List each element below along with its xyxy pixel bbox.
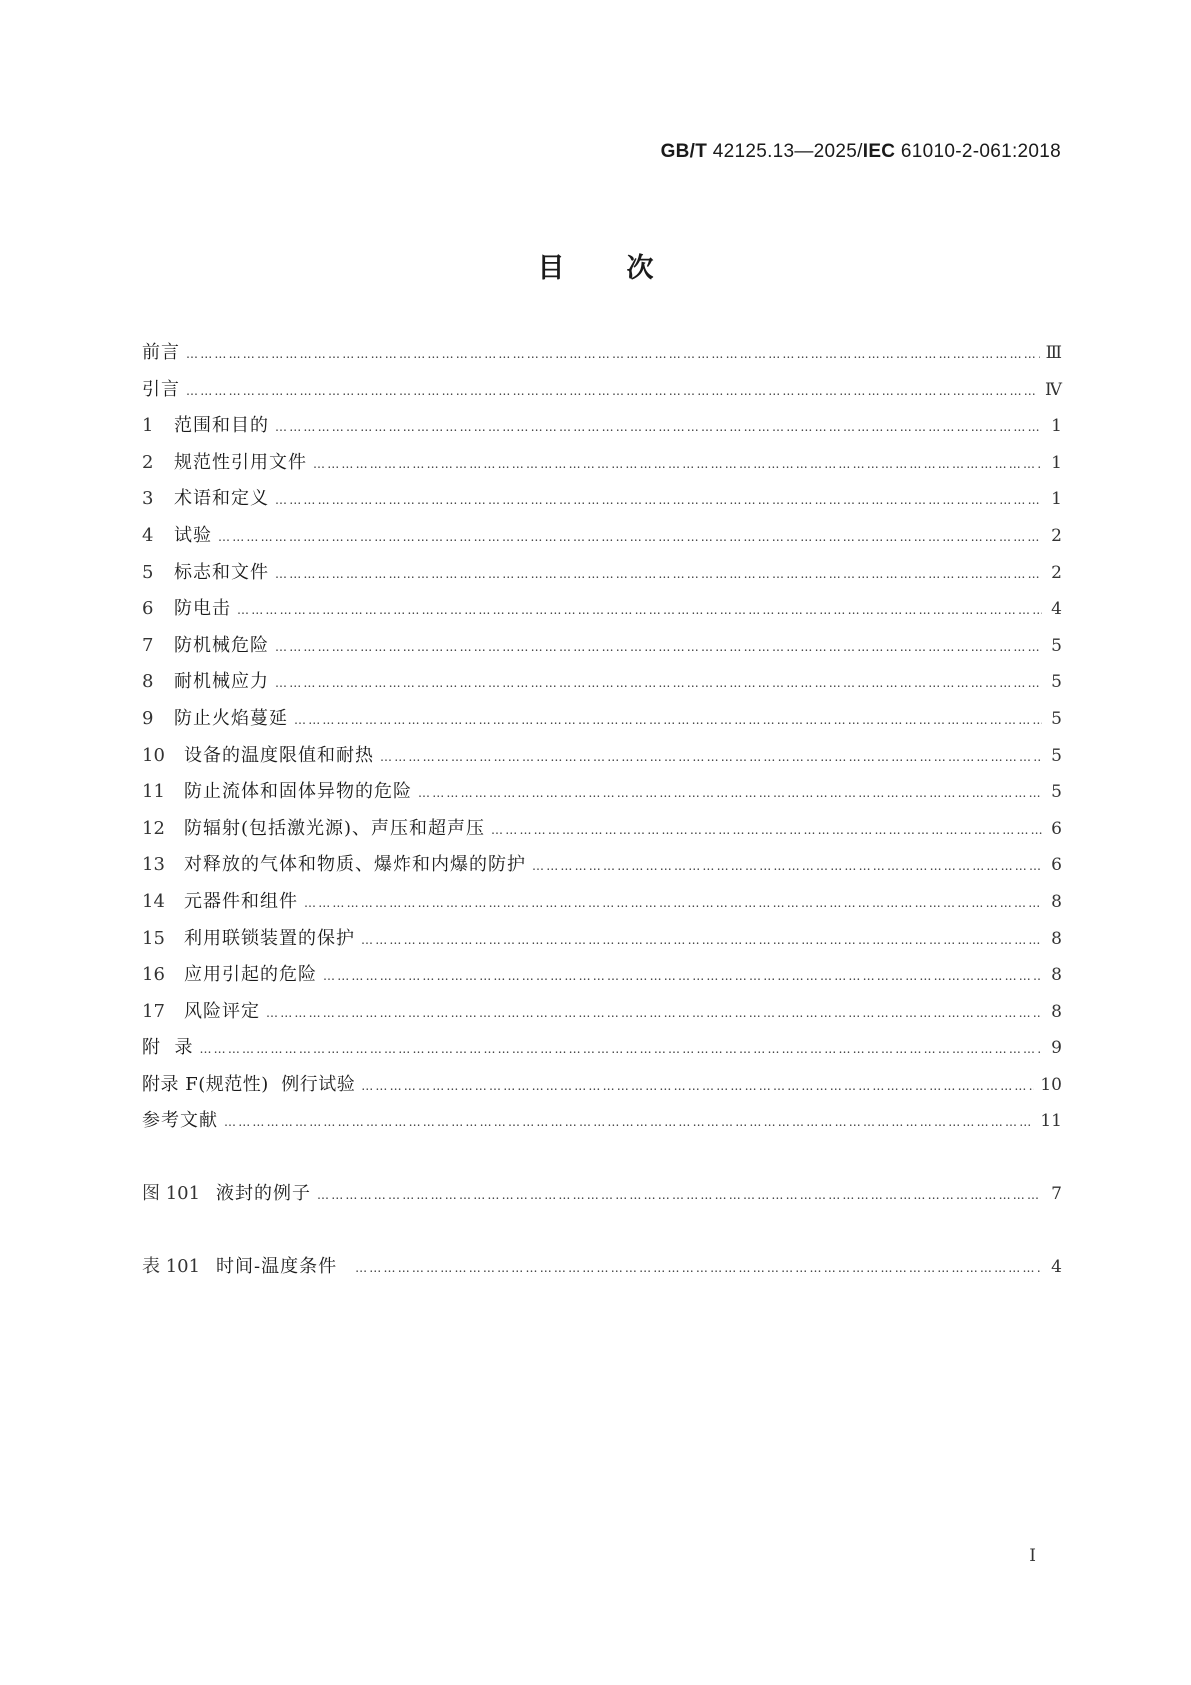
toc-entry-7[interactable]: [142, 631, 1062, 668]
dot-leader: [218, 530, 1042, 544]
toc-entry-title: 参考文献: [142, 1110, 218, 1132]
toc-entry-number: 14: [142, 890, 165, 912]
toc-entry-number: 13: [142, 854, 165, 876]
dot-leader: [275, 493, 1042, 507]
toc-entry-1[interactable]: [142, 411, 1062, 448]
toc-entry-title: 引言: [142, 378, 180, 400]
toc-entry-number: 2: [142, 451, 154, 473]
dot-leader: [491, 823, 1042, 837]
dot-leader: [418, 786, 1042, 800]
toc-entry-page: 8: [1051, 1001, 1062, 1022]
dot-leader: [317, 1188, 1042, 1202]
toc-entry-title: 防机械危险: [174, 634, 269, 656]
dot-leader: [380, 750, 1042, 764]
dot-leader: [304, 896, 1042, 910]
toc-entry-page: 11: [1040, 1111, 1062, 1132]
toc-entry-title: 对释放的气体和物质、爆炸和内爆的防护: [184, 854, 526, 876]
toc-entry-page: 2: [1051, 525, 1062, 546]
toc-entry-page: 2: [1051, 562, 1062, 583]
toc-entry-page: 1: [1051, 489, 1062, 510]
toc-entry-foreword[interactable]: [142, 338, 1062, 375]
dot-leader: [294, 713, 1042, 727]
toc-entry-title: 防止火焰蔓延: [174, 707, 288, 729]
dot-leader: [224, 1115, 1034, 1129]
list-of-figures-entry[interactable]: [142, 1179, 1062, 1216]
dot-leader: [532, 859, 1042, 873]
toc-entry-16[interactable]: [142, 960, 1062, 997]
toc-entry-number: 11: [142, 781, 165, 803]
toc-entry-8[interactable]: [142, 667, 1062, 704]
toc-entry-title: 试验: [174, 524, 212, 546]
toc-entry-10[interactable]: [142, 741, 1062, 778]
toc-entry-3[interactable]: [142, 484, 1062, 521]
toc-entry-annex-f[interactable]: [142, 1070, 1062, 1107]
table-number: 表 101: [142, 1255, 201, 1277]
toc-entry-number: 10: [142, 744, 165, 766]
toc-entry-17[interactable]: [142, 997, 1062, 1034]
toc-entry-title: 前言: [142, 342, 180, 363]
toc-entry-title: 术语和定义: [174, 488, 269, 510]
toc-entry-page: 4: [1051, 599, 1062, 620]
toc-entry-number: 17: [142, 1000, 165, 1022]
toc-entry-title: 防电击: [174, 598, 231, 620]
toc-entry-number: 12: [142, 817, 165, 839]
list-of-tables-entry[interactable]: [142, 1252, 1062, 1289]
toc-entry-page: 5: [1051, 708, 1062, 729]
toc-entry-title: 耐机械应力: [174, 671, 269, 693]
dot-leader: [313, 457, 1042, 471]
toc-entry-page: 6: [1051, 818, 1062, 839]
toc-entry-title: 防止流体和固体异物的危险: [184, 781, 412, 803]
dot-leader: [275, 640, 1042, 654]
std-code-part-3: IEC: [862, 141, 896, 162]
toc-entry-2[interactable]: [142, 448, 1062, 485]
dot-leader: [237, 603, 1042, 617]
toc-entry-page: 5: [1051, 745, 1062, 766]
dot-leader: [275, 676, 1042, 690]
toc-entry-number: 7: [142, 634, 154, 656]
dot-leader: [323, 969, 1042, 983]
toc-entry-annexes[interactable]: [142, 1033, 1062, 1070]
dot-leader: [199, 1042, 1042, 1056]
toc-entry-page: 8: [1051, 928, 1062, 949]
dot-leader: [361, 933, 1042, 947]
toc-entry-page: 10: [1040, 1074, 1062, 1095]
figure-number: 图 101: [142, 1183, 201, 1205]
std-code-part-4: 61010-2-061:2018: [895, 141, 1061, 162]
toc-entry-page: 1: [1051, 452, 1062, 473]
toc-entry-11[interactable]: [142, 777, 1062, 814]
toc-entry-page: 9: [1051, 1038, 1062, 1059]
toc-entry-title: 元器件和组件: [184, 890, 298, 912]
toc-entry-page: 6: [1051, 855, 1062, 876]
toc-entry-title: 规范性引用文件: [174, 451, 307, 473]
toc-entry-title: 应用引起的危险: [184, 964, 317, 986]
dot-leader: [266, 1006, 1042, 1020]
figure-title: 液封的例子: [216, 1183, 311, 1205]
toc-entry-title: 风险评定: [184, 1000, 260, 1022]
table-title: 时间-温度条件: [216, 1255, 338, 1277]
toc-entry-page: Ⅲ: [1045, 343, 1062, 363]
toc-entry-introduction[interactable]: [142, 375, 1062, 412]
toc-entry-title: 范围和目的: [174, 415, 269, 437]
toc-entry-15[interactable]: [142, 924, 1062, 961]
toc-entry-bibliography[interactable]: [142, 1106, 1062, 1143]
table-page: 4: [1051, 1256, 1062, 1277]
table-of-contents: [142, 338, 1062, 1288]
toc-entry-number: 6: [142, 598, 154, 620]
toc-entry-page: 5: [1051, 782, 1062, 803]
toc-entry-4[interactable]: [142, 521, 1062, 558]
toc-entry-page: Ⅳ: [1045, 379, 1062, 400]
toc-entry-5[interactable]: [142, 558, 1062, 595]
dot-leader: [186, 347, 1040, 361]
toc-entry-title: 标志和文件: [174, 561, 269, 583]
toc-entry-page: 1: [1051, 416, 1062, 437]
toc-entry-page: 8: [1051, 965, 1062, 986]
toc-entry-number: 3: [142, 488, 154, 510]
toc-entry-number: 9: [142, 707, 154, 729]
toc-entry-page: 8: [1051, 891, 1062, 912]
toc-entry-page: 5: [1051, 672, 1062, 693]
toc-entry-page: 5: [1051, 635, 1062, 656]
toc-entry-12[interactable]: [142, 814, 1062, 851]
dot-leader: [355, 1261, 1042, 1275]
toc-entry-6[interactable]: [142, 594, 1062, 631]
standard-number-header: [661, 141, 1061, 163]
dot-leader: [275, 420, 1042, 434]
toc-entry-9[interactable]: [142, 704, 1062, 741]
page-number: Ⅰ: [1029, 1546, 1036, 1566]
toc-entry-number: 1: [142, 415, 154, 437]
dot-leader: [275, 567, 1042, 581]
dot-leader: [186, 384, 1039, 398]
dot-leader: [361, 1079, 1034, 1093]
toc-entry-13[interactable]: [142, 850, 1062, 887]
page-title: 目次: [537, 253, 716, 284]
toc-entry-title: 设备的温度限值和耐热: [184, 744, 374, 766]
toc-entry-number: 4: [142, 524, 154, 546]
toc-entry-title: 防辐射(包括激光源)、声压和超声压: [184, 817, 486, 839]
toc-entry-14[interactable]: [142, 887, 1062, 924]
toc-entry-title: 附 录: [142, 1037, 194, 1059]
toc-entry-number: 16: [142, 964, 165, 986]
toc-entry-title: 附录 F(规范性) 例行试验: [142, 1073, 356, 1095]
toc-entry-number: 15: [142, 927, 165, 949]
toc-entry-number: 5: [142, 561, 154, 583]
std-code-part-2: 42125.13—2025/: [707, 141, 863, 162]
toc-entry-title: 利用联锁装置的保护: [184, 927, 355, 949]
figure-page: 7: [1051, 1184, 1062, 1205]
toc-entry-number: 8: [142, 671, 154, 693]
std-code-part-1: GB/T: [660, 141, 708, 162]
